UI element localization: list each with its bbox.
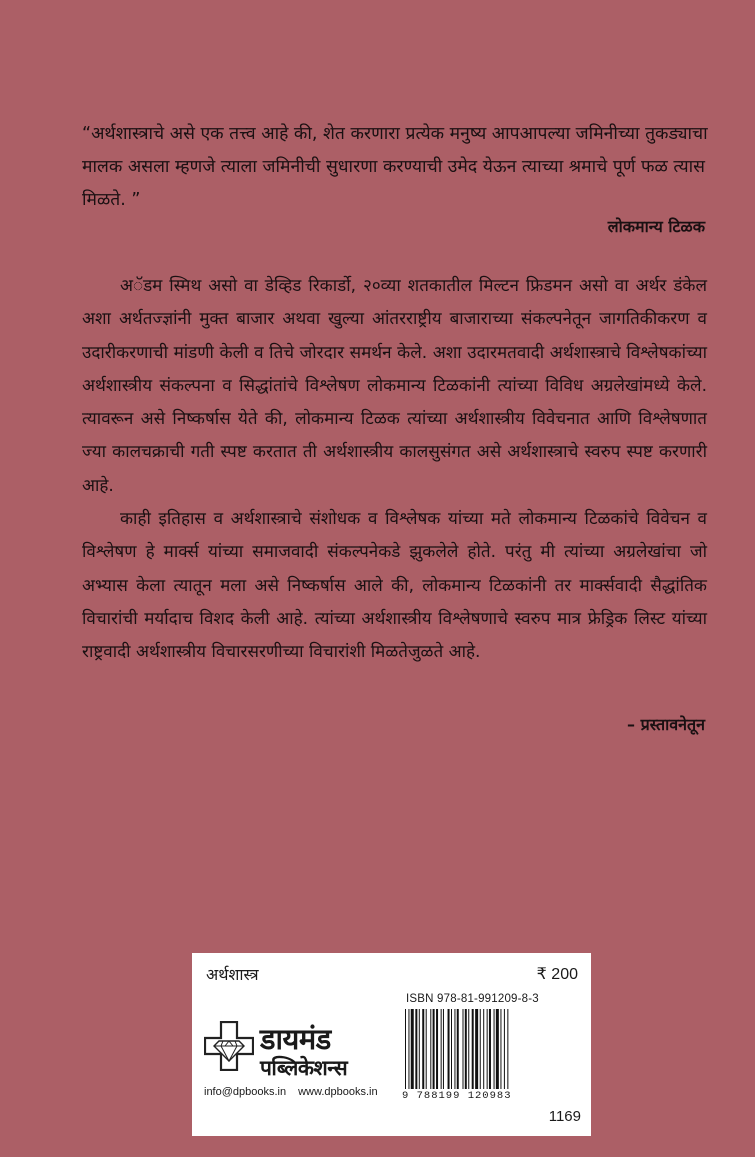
product-code: 1169 xyxy=(548,1108,581,1125)
diamond-logo-icon xyxy=(204,1021,254,1071)
synopsis xyxy=(82,270,707,670)
barcode-bar xyxy=(487,1009,488,1089)
barcode-bar xyxy=(454,1009,455,1089)
barcode-bar xyxy=(411,1009,414,1089)
barcode xyxy=(403,1009,553,1089)
subject-category: अर्थशास्त्र xyxy=(206,965,259,984)
barcode-bar xyxy=(405,1009,406,1089)
barcode-bar xyxy=(480,1009,481,1089)
price-label: ₹ 200 xyxy=(536,966,578,983)
barcode-bar xyxy=(422,1009,424,1089)
barcode-bar xyxy=(475,1009,478,1089)
publisher-email: info@dpbooks.in xyxy=(204,1086,287,1098)
synopsis-paragraph-2: काही इतिहास व अर्थशास्त्राचे संशोधक व विश्लेषक यांच्या मते लोकमान्य टिळकांचे विवेचन व विश्लेषण हे मार्क्स यांच्या समाजवादी संकल्पनेकडे झुकलेले होते. परंतु मी त्यांच्या अग्रलेखांचा जो अभ्यास केला त्यातून मला असे निष्कर्षास आले की, लोकमान्य टिळकांनी तर मार्क्सवादी सैद्धांतिक विचारांची मर्यादाच विशद केली आहे. त्यांच्या अर्थशास्त्रीय विश्लेषणाचे स्वरुप मात्र फ्रेड्रिक लिस्ट यांच्या राष्ट्रवादी अर्थशास्त्रीय विचारसरणीच्या विचारांशी मिळतेजुळते आहे. xyxy=(82,509,707,663)
barcode-bar xyxy=(415,1009,417,1089)
barcode-bar xyxy=(483,1009,484,1089)
barcode-bar xyxy=(472,1009,474,1089)
excerpt-source: – प्रस्तावनेतून xyxy=(627,715,705,734)
barcode-bar xyxy=(457,1009,459,1089)
barcode-bar xyxy=(451,1009,452,1089)
publisher-contact xyxy=(204,1086,378,1098)
barcode-bar xyxy=(500,1009,501,1089)
barcode-bar xyxy=(441,1009,442,1089)
barcode-bar xyxy=(507,1009,508,1089)
barcode-bar xyxy=(489,1009,491,1089)
barcode-bar xyxy=(426,1009,427,1089)
publisher-name-line2: पब्लिकेशन्स xyxy=(260,1056,348,1080)
barcode-bar xyxy=(433,1009,435,1089)
publisher-panel xyxy=(192,953,591,1136)
barcode-bar xyxy=(443,1009,444,1089)
barcode-bar xyxy=(494,1009,495,1089)
barcode-bar xyxy=(463,1009,464,1089)
isbn-label: ISBN 978-81-991209-8-3 xyxy=(406,993,539,1005)
barcode-bar xyxy=(468,1009,469,1089)
barcode-bar xyxy=(408,1009,409,1089)
publisher-website: www.dpbooks.in xyxy=(298,1086,378,1098)
publisher-name-line1: डायमंड xyxy=(260,1022,331,1056)
quote-author: लोकमान्य टिळक xyxy=(607,217,705,236)
barcode-bar xyxy=(504,1009,505,1089)
barcode-bar xyxy=(430,1009,431,1089)
barcode-bar xyxy=(419,1009,420,1089)
barcode-bar xyxy=(465,1009,467,1089)
barcode-bar xyxy=(448,1009,450,1089)
barcode-bar xyxy=(436,1009,438,1089)
back-cover-quote: “अर्थशास्त्राचे असे एक तत्त्व आहे की, शेत करणारा प्रत्येक मनुष्य आपआपल्या जमिनीच्या तुकड्याचा मालक असला म्हणजे त्याला जमिनीची सुधारणा करण्याची उमेद येऊन त्याच्या श्रमाचे पूर्ण फळ त्यास मिळते. ” xyxy=(82,124,708,210)
barcode-digits: 9 788199 120983 xyxy=(402,1090,512,1102)
synopsis-paragraph-1: अॅडम स्मिथ असो वा डेव्हिड रिकार्डो, २०व्या शतकातील मिल्टन फ्रिडमन असो वा अर्थर डंकेल अशा अर्थतज्ज्ञांनी मुक्त बाजार अथवा खुल्या आंतरराष्ट्रीय बाजाराच्या संकल्पनेतून जागतिकीकरण व उदारीकरणाची मांडणी केली व तिचे जोरदार समर्थन केले. अशा उदारमतवादी अर्थशास्त्राचे विश्लेषकांच्या अर्थशास्त्रीय संकल्पना व सिद्धांतांचे विश्लेषण लोकमान्य टिळकांनी त्यांच्या विविध अग्रलेखांमध्ये केले. त्यावरून असे निष्कर्षास येते की, लोकमान्य टिळक त्यांच्या अर्थशास्त्रीय विवेचनात आणि विश्लेषणात ज्या कालचक्राची गती स्पष्ट करतात ती अर्थशास्त्रीय कालसुसंगत असे अर्थशास्त्राचे स्वरुप स्पष्ट करणारी आहे. xyxy=(82,276,707,496)
barcode-bar xyxy=(496,1009,499,1089)
